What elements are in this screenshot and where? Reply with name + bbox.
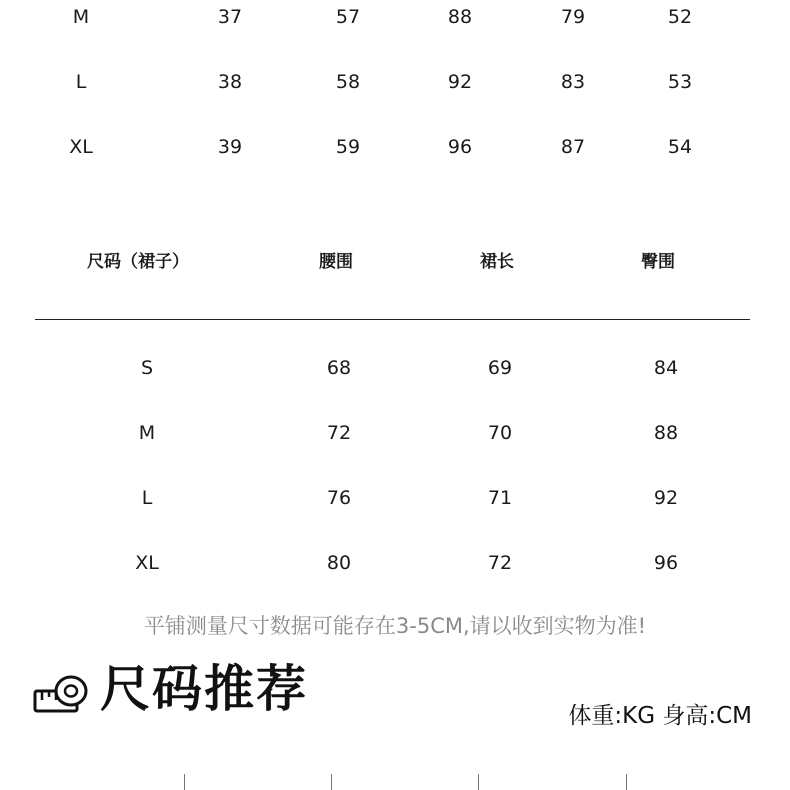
column-header: 尺码（裙子）	[87, 252, 189, 272]
units-label: 体重:KG 身高:CM	[568, 703, 752, 729]
table-cell: 92	[447, 71, 473, 93]
table-cell: 83	[560, 71, 586, 93]
table-cell: 88	[447, 6, 473, 28]
table-cell: 72	[326, 422, 352, 444]
table-cell: XL	[69, 136, 93, 158]
table-cell: 39	[217, 136, 243, 158]
table-cell: 70	[487, 422, 513, 444]
table-cell: 57	[335, 6, 361, 28]
table-cell: 58	[335, 71, 361, 93]
column-divider	[184, 774, 185, 790]
table-cell: L	[75, 71, 87, 93]
table-cell: 69	[487, 357, 513, 379]
column-header: 臀围	[641, 252, 675, 272]
table-cell: 92	[653, 487, 679, 509]
table-cell: 52	[667, 6, 693, 28]
header-divider	[35, 319, 750, 320]
column-divider	[331, 774, 332, 790]
table-cell: L	[141, 487, 153, 509]
table-cell: 59	[335, 136, 361, 158]
table-cell: 76	[326, 487, 352, 509]
column-header: 裙长	[480, 252, 514, 272]
section-title: 尺码推荐	[100, 660, 308, 718]
table-cell: 54	[667, 136, 693, 158]
tape-measure-icon	[33, 672, 89, 720]
table-cell: 88	[653, 422, 679, 444]
table-cell: 96	[447, 136, 473, 158]
measurement-note: 平铺测量尺寸数据可能存在3-5CM,请以收到实物为准!	[143, 614, 647, 638]
table-cell: M	[72, 6, 90, 28]
table-cell: 68	[326, 357, 352, 379]
table-cell: 96	[653, 552, 679, 574]
table-cell: 79	[560, 6, 586, 28]
table-cell: 71	[487, 487, 513, 509]
table-cell: S	[140, 357, 154, 379]
table-cell: 84	[653, 357, 679, 379]
table-cell: 53	[667, 71, 693, 93]
table-cell: 72	[487, 552, 513, 574]
table-cell: 80	[326, 552, 352, 574]
column-header: 腰围	[319, 252, 353, 272]
table-cell: 38	[217, 71, 243, 93]
table-cell: 37	[217, 6, 243, 28]
column-divider	[478, 774, 479, 790]
table-cell: XL	[135, 552, 159, 574]
table-cell: 87	[560, 136, 586, 158]
column-divider	[626, 774, 627, 790]
table-cell: M	[138, 422, 156, 444]
